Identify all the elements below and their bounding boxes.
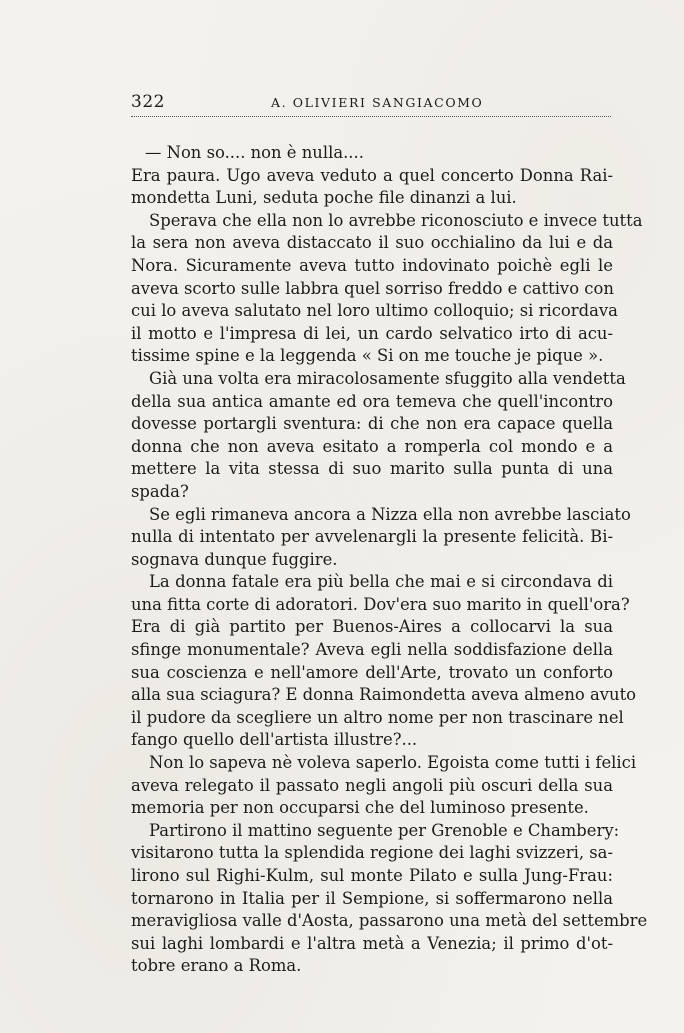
text-line: tissime spine e la leggenda « Si on me touche je pique ». [131, 346, 604, 366]
text-line: dovesse portargli sventura: di che non era capace quella [131, 414, 613, 434]
text-line: Era paura. Ugo aveva veduto a quel concerto Donna Rai- [131, 165, 613, 185]
text-line: tornarono in Italia per il Sempione, si soffermarono nella [131, 888, 613, 908]
text-line: alla sua sciagura? E donna Raimondetta aveva almeno avuto [131, 685, 637, 705]
text-line: lirono sul Righi-Kulm, sul monte Pilato e sulla Jung-Frau: [131, 866, 613, 885]
text-line: il motto e l'impresa di lei, un cardo selvatico irto di acu- [131, 323, 613, 343]
text-line: Partirono il mattino seguente per Grenoble e Chambery: [149, 820, 620, 840]
text-line: aveva relegato il passato negli angoli più oscuri della sua [131, 775, 613, 795]
text-line: Già una volta era miracolosamente sfuggito alla vendetta [149, 368, 626, 388]
text-line: il pudore da scegliere un altro nome per non trascinare nel [131, 707, 624, 727]
page-header [131, 92, 611, 114]
text-line: Non lo sapeva nè voleva saperlo. Egoista come tutti i felici [149, 753, 637, 773]
body-text [131, 142, 648, 978]
text-line: La donna fatale era più bella che mai e si circondava di [149, 572, 613, 592]
text-line: meravigliosa valle d'Aosta, passarono una metà del settembre [131, 911, 648, 931]
text-line: tobre erano a Roma. [131, 956, 302, 976]
text-line: mettere la vita stessa di suo marito sulla punta di una [131, 459, 613, 479]
text-line: cui lo aveva salutato nel loro ultimo colloquio; si ricordava [131, 301, 618, 321]
text-line: memoria per non occuparsi che del luminoso presente. [131, 798, 589, 818]
text-line: mondetta Luni, seduta poche file dinanzi a lui. [131, 188, 517, 208]
text-line: fango quello dell'artista illustre?... [131, 730, 418, 750]
text-line: Sperava che ella non lo avrebbe riconosciuto e invece tutta [149, 210, 643, 230]
page-number: 322 [131, 92, 165, 112]
text-line: nulla di intentato per avvelenargli la presente felicità. Bi- [131, 527, 613, 547]
text-line: spada? [131, 481, 189, 501]
text-line: sfinge monumentale? Aveva egli nella soddisfazione della [131, 640, 613, 660]
text-line: aveva scorto sulle labbra quel sorriso freddo e cattivo con [131, 278, 614, 298]
text-line: donna che non aveva esitato a romperla col mondo e a [131, 436, 613, 456]
text-line: sua coscienza e nell'amore dell'Arte, trovato un conforto [131, 662, 613, 682]
text-line: visitarono tutta la splendida regione dei laghi svizzeri, sa- [131, 843, 613, 863]
text-line: una fitta corte di adoratori. Dov'era suo marito in quell'ora? [131, 594, 630, 614]
text-line: Nora. Sicuramente aveva tutto indovinato poichè egli le [131, 255, 613, 275]
text-line: Era di già partito per Buenos-Aires a collocarvi la sua [131, 617, 613, 637]
text-line: della sua antica amante ed ora temeva che quell'incontro [131, 391, 613, 411]
text-line: sui laghi lombardi e l'altra metà a Venezia; il primo d'ot- [131, 933, 613, 953]
header-dotted-rule [131, 116, 611, 117]
running-title: A. OLIVIERI SANGIACOMO [271, 95, 484, 110]
text-line: — Non so.... non è nulla.... [145, 143, 364, 162]
text-line: Se egli rimaneva ancora a Nizza ella non avrebbe lasciato [149, 504, 631, 524]
text-line: la sera non aveva distaccato il suo occhialino da lui e da [131, 233, 613, 253]
text-line: sognava dunque fuggire. [131, 549, 338, 569]
